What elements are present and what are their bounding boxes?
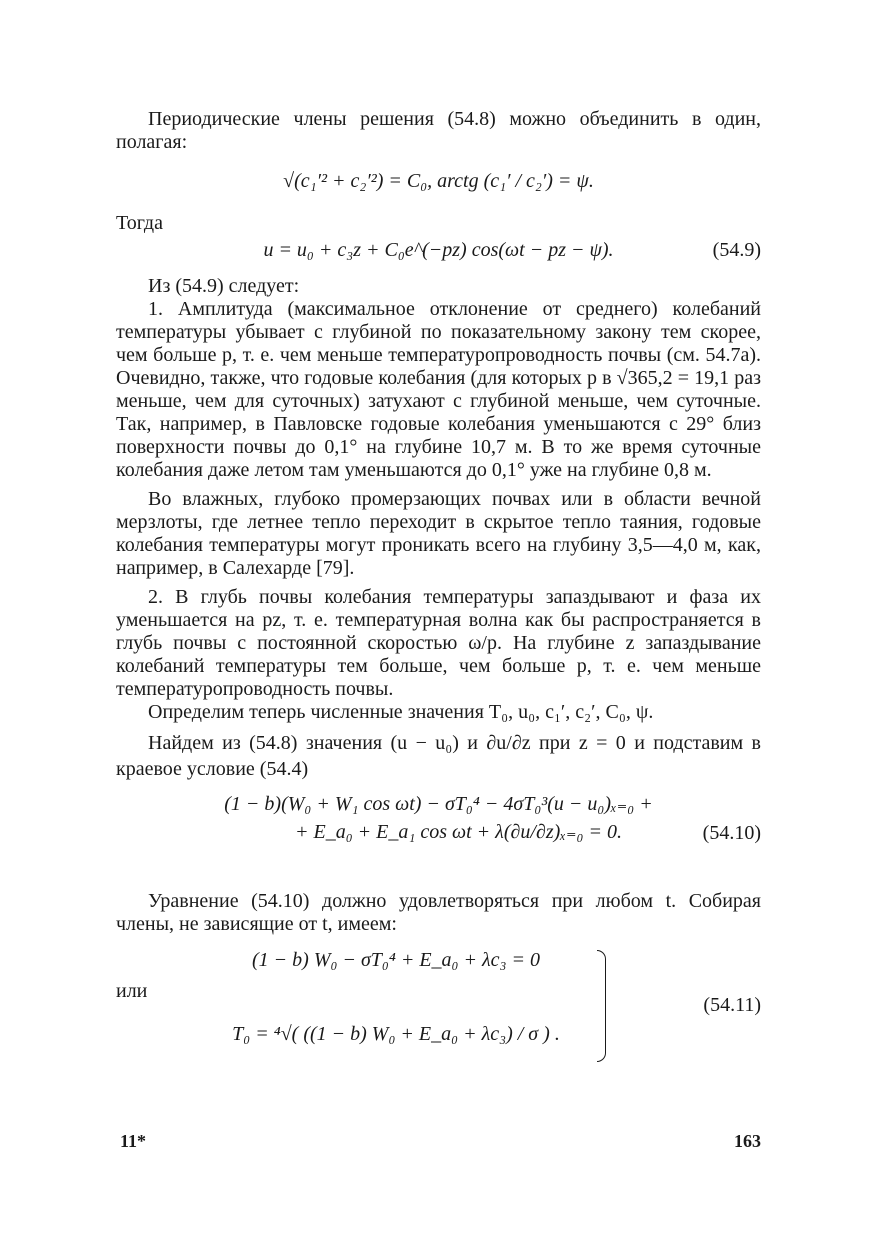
paragraph-then: Тогда [116, 212, 163, 234]
formula-54-9-body: u = u₀ + c₃z + C₀e^(−pz) cos(ωt − pz − ψ). [263, 239, 614, 261]
formula-54-10 [116, 790, 761, 864]
paragraph-find-values: Найдем из (54.8) значения (u − u₀) и ∂u/∂z при z = 0 и подставим в краевое условие (54.4) [116, 732, 761, 780]
paragraph-point-1: 1. Амплитуда (максимальное отклонение от среднего) колебаний температуры убывает с глубиной по показательному закону тем скорее, чем больше p, т. е. чем меньше температуропроводность почвы (см. 54.7а). Очевидно, также, что годовые колебания (для которых p в √365,2 = 19,1 раз меньше, чем для суточных) затухают с глубиной меньше, чем суточные. Так, например, в Павловске годовые колебания уменьшаются с 29° близ поверхности почвы до 0,1° на глубине 10,7 м. В то же время суточные колебания даже летом там уменьшаются до 0,1° уже на глубине 0,8 м. [116, 298, 761, 481]
formula-54-11-or: или [116, 980, 148, 1002]
formula-c0-psi-body: √(c₁′² + c₂′²) = C₀, arctg (c₁′ / c₂′) = ψ. [283, 170, 594, 192]
formula-54-11 [116, 946, 761, 1066]
formula-54-10-line-1: (1 − b)(W₀ + W₁ cos ωt) − σT₀⁴ − 4σT₀³(u − u₀)ₓ₌₀ + [224, 793, 653, 815]
formula-54-11-number: (54.11) [703, 994, 761, 1016]
footer-signature: 11* [120, 1131, 147, 1151]
paragraph-equation-holds: Уравнение (54.10) должно удовлетворяться при любом t. Собирая члены, не зависящие от t, имеем: [116, 890, 761, 935]
paragraph-follows: Из (54.9) следует: [148, 275, 300, 297]
page-body [116, 108, 761, 1066]
paragraph-intro: Периодические члены решения (54.8) можно объединить в один, полагая: [116, 108, 761, 153]
formula-54-11-brace [597, 950, 606, 1062]
paragraph-permafrost: Во влажных, глубоко промерзающих почвах или в области вечной мерзлоты, где летнее тепло переходит в скрытое тепло таяния, годовые колебания температуры могут проникать всего на глубину 3,5—4,0 м, как, например, в Салехарде [79]. [116, 488, 761, 579]
paragraph-point-2: 2. В глубь почвы колебания температуры запаздывают и фаза их уменьшается на pz, т. е. температурная волна как бы распространяется в глубь почвы с постоянной скоростью ω/p. На глубине z запаздывание колебаний температуры тем больше, чем больше p, т. е. чем меньше температуропроводность почвы. [116, 586, 761, 700]
formula-54-9-number: (54.9) [712, 239, 761, 261]
formula-54-11-line-1: (1 − b) W₀ − σT₀⁴ + E_a₀ + λc₃ = 0 [252, 949, 540, 971]
page-number: 163 [734, 1131, 761, 1151]
paragraph-define-values: Определим теперь численные значения T₀, u₀, c₁′, c₂′, C₀, ψ. [148, 701, 654, 723]
formula-54-9 [116, 235, 761, 269]
formula-54-10-number: (54.10) [702, 822, 761, 844]
formula-54-10-line-2: + E_a₀ + E_a₁ cos ωt + λ(∂u/∂z)ₓ₌₀ = 0. [295, 821, 622, 843]
formula-54-11-line-2: T₀ = ⁴√( ((1 − b) W₀ + E_a₀ + λc₃) / σ ) . [232, 1023, 560, 1045]
formula-c0-psi [116, 154, 761, 212]
